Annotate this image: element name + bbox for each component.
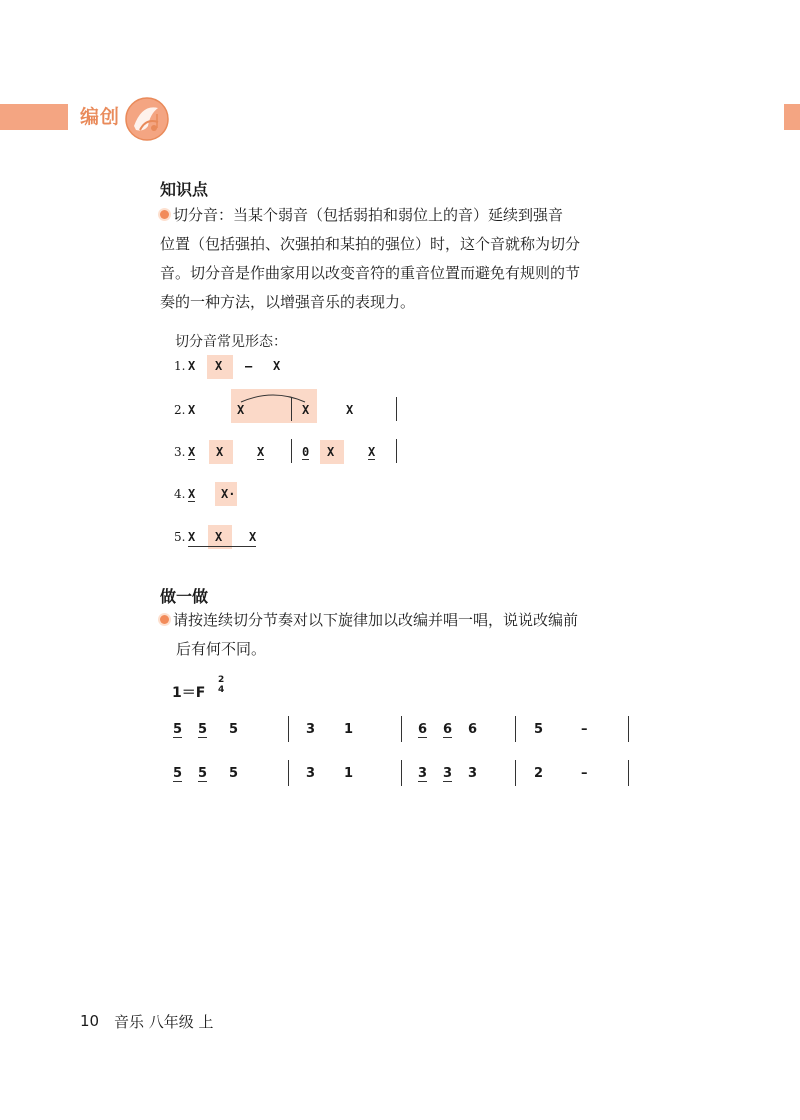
barline	[288, 760, 289, 786]
beam-line	[188, 546, 256, 547]
melody-note: 6	[443, 722, 453, 737]
rhythm-note: X	[188, 487, 196, 501]
bullet-icon	[160, 615, 169, 624]
melody-note: 5	[229, 722, 239, 737]
rhythm-note: X	[273, 359, 281, 373]
knowledge-line: 位置（包括强拍、次强拍和某拍的强位）时，这个音就称为切分	[160, 235, 581, 253]
rhythm-note: X	[327, 445, 335, 459]
melody-note: 2	[534, 766, 544, 781]
knowledge-line: 音。切分音是作曲家用以改变音符的重音位置而避免有规则的节	[160, 264, 581, 282]
rhythm-note: X	[215, 530, 223, 544]
form-label: 5.	[174, 530, 186, 544]
melody-note: 3	[418, 766, 428, 781]
knowledge-line: 奏的一种方法，以增强音乐的表现力。	[160, 293, 416, 311]
knowledge-heading: 知识点	[160, 180, 209, 199]
rhythm-note: X·	[221, 487, 236, 501]
section-title: 编创	[80, 106, 121, 128]
header-band-left	[0, 104, 68, 130]
melody-note: 3	[443, 766, 453, 781]
melody-note: 5	[198, 722, 208, 737]
form-label: 4.	[174, 487, 186, 501]
melody-note: 5	[173, 722, 183, 737]
melody-note: 6	[468, 722, 478, 737]
rhythm-note: X	[188, 403, 196, 417]
exercise-line: 请按连续切分节奏对以下旋律加以改编并唱一唱，说说改编前	[160, 606, 630, 635]
barline	[396, 397, 397, 421]
rhythm-note: X	[237, 403, 245, 417]
rhythm-note: X	[249, 530, 257, 544]
exercise-heading: 做一做	[160, 587, 209, 606]
melody-note: 5	[173, 766, 183, 781]
form-label: 1.	[174, 359, 186, 373]
music-logo-icon	[124, 96, 170, 142]
barline	[515, 760, 516, 786]
knowledge-line: 切分音：当某个弱音（包括弱拍和弱位上的音）延续到强音	[160, 201, 630, 230]
melody-dash: –	[581, 766, 588, 781]
rhythm-note: X	[368, 445, 376, 459]
rhythm-note: X	[302, 403, 310, 417]
melody-note: 5	[198, 766, 208, 781]
form-label: 3.	[174, 445, 186, 459]
page-number: 10	[80, 1012, 100, 1030]
rhythm-note: X	[188, 530, 196, 544]
barline	[396, 439, 397, 463]
melody-note: 3	[306, 766, 316, 781]
rhythm-note: X	[188, 445, 196, 459]
melody-note: 1	[344, 722, 354, 737]
melody-dash: –	[581, 722, 588, 737]
barline	[288, 716, 289, 742]
rhythm-note: X	[216, 445, 224, 459]
melody-note: 5	[229, 766, 239, 781]
rhythm-note: X	[346, 403, 354, 417]
barline	[401, 716, 402, 742]
barline	[628, 716, 629, 742]
barline	[401, 760, 402, 786]
melody-note: 3	[306, 722, 316, 737]
forms-caption: 切分音常见形态：	[175, 334, 287, 350]
key-signature: 1＝F	[172, 685, 206, 701]
book-title: 音乐 八年级 上	[114, 1013, 214, 1031]
melody-note: 3	[468, 766, 478, 781]
bullet-icon	[160, 210, 169, 219]
time-signature: 2 4	[218, 675, 225, 695]
knowledge-paragraph	[160, 201, 630, 317]
barline	[291, 439, 292, 463]
rhythm-rest: 0	[302, 445, 310, 459]
exercise-line: 后有何不同。	[176, 640, 267, 658]
rhythm-dash: –	[245, 359, 253, 373]
rhythm-note: X	[188, 359, 196, 373]
rhythm-note: X	[215, 359, 223, 373]
barline	[628, 760, 629, 786]
barline	[515, 716, 516, 742]
barline	[291, 397, 292, 421]
form-label: 2.	[174, 403, 186, 417]
rhythm-note: X	[257, 445, 265, 459]
exercise-paragraph	[160, 606, 630, 664]
melody-note: 6	[418, 722, 428, 737]
tie-arc	[238, 390, 308, 404]
header-band-right	[784, 104, 800, 130]
melody-note: 5	[534, 722, 544, 737]
melody-note: 1	[344, 766, 354, 781]
